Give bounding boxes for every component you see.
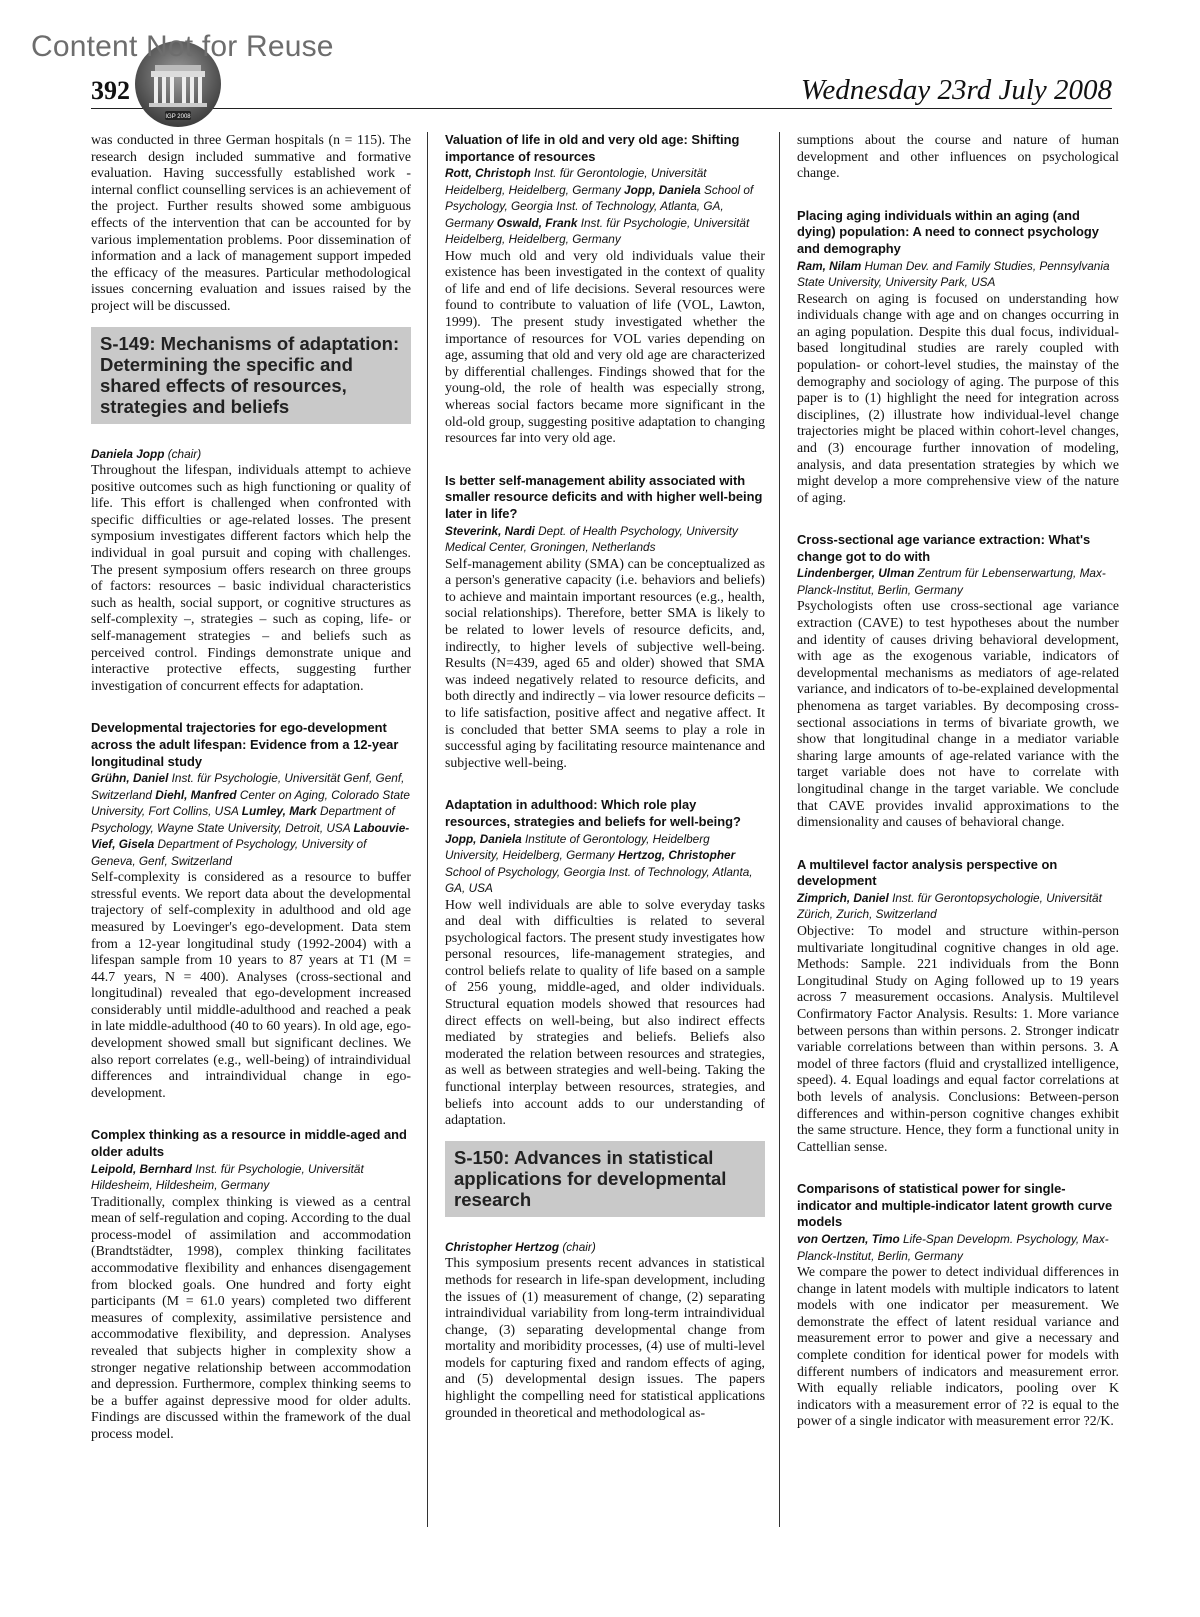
symposium-chair: Christopher Hertzog (chair) [445,1239,596,1254]
abstract-title: A multilevel factor analysis perspective on development [797,856,1058,889]
abstract-body: Self-complexity is considered as a resource to buffer stressful events. We report data about the developmental trajectory of self-complexity in adulthood and old age measured by Loevinger's ego-development. Data stem from a 12-year longitudinal study (1992-2004) with a lifespan sample from 10 years to 87 years at T1 (M = 44.7 years, N = 400). Analyses (cross-sectional and longitudinal) revealed that ego-development increased considerably until middle-adulthood and reached a peak in late middle-adulthood (40 to 60 years). In old age, ego-development showed small but significant declines. We also report correlates (e.g., well-being) of intraindividual differences and intraindividual change in ego-development. [91,869,411,1100]
abstract-title: Cross-sectional age variance extraction: What's change got to do with [797,532,1091,564]
abstract-title: Developmental trajectories for ego-development across the adult lifespan: Evidence from a 12-year longitudinal study [91,720,399,769]
author-list: Rott, Christoph Inst. für Gerontologie, Universität Heidelberg, Heidelberg, Germany Jopp, Daniela School of Psychology, Georgia Inst. of Technology, Atlanta, GA, Germany Oswald, Frank Inst. für Psychologie, Universität Heidelberg, Heidelberg, Germany [445,166,754,247]
symposium-abstract: This symposium presents recent advances in statistical methods for research in life-span development, including the issues of (1) measurement of change, (2) separating intraindividual variability from long-term intraindividual change, (3) separating developmental change from mortality and moribidity processes, (4) use of multi-level models for capturing fixed and random effects of aging, and (5) developmental design issues. The papers highlight the compelling need for statistical applications grounded in theoretical and methodological as- [445,1255,765,1420]
abstract-body: How much old and very old individuals value their existence has been investigated in the context of quality of life and end of life decisions. Several resources were found to contribute to valuation of life (VOL, Lawton, 1999). The present study investigated whether the importance of resources for VOL varies depending on age, assuming that old and very old age are characterized by differential challenges. Findings showed that for the young-old, the role of health was especially strong, whereas social factors became more significant in the old-old group, suggesting positive adaptation to changing resources far into very old age. [445,247,765,446]
symposium-header-s150 [445,1141,765,1217]
author-list: Lindenberger, Ulman Zentrum für Lebenserwartung, Max-Planck-Institut, Berlin, Germany [797,566,1106,597]
page-number: 392 [91,76,130,105]
author-list: von Oertzen, Timo Life-Span Developm. Psychology, Max-Planck-Institut, Berlin, Germany [797,1232,1109,1263]
watermark: Content Not for Reuse [31,30,334,63]
column-divider [779,132,780,1527]
symposium-title: S-150: Advances in statistical applications for developmental research [454,1146,727,1210]
header-date: Wednesday 23rd July 2008 [800,74,1112,106]
symposium-chair: Daniela Jopp (chair) [91,446,202,461]
abstract-title: Is better self-management ability associated with smaller resource deficits and with higher well-being later in life? [445,472,763,521]
abstract-continuation: sumptions about the course and nature of human development and other influences on psychological change. [797,132,1119,181]
symposium-title: S-149: Mechanisms of adaptation: Determining the specific and shared effects of resources, strategies and beliefs [100,332,400,417]
author-list: Leipold, Bernhard Inst. für Psychologie, Universität Hildesheim, Hildesheim, Germany [91,1161,364,1193]
column-right [797,132,1119,1512]
abstract-continuation: was conducted in three German hospitals (n = 115). The research design included summative and formative evaluation. Having successfully established work - internal conflict counselling services is an achievement of the project. Further results showed some ambiguous effects of the intervention that can be accounted for by various implementation problems. Poor dissemination of information and a lack of management support impeded the efficacy of the measures. Particular methodological issues concerning evaluation and issues raised by the project will be discussed. [91,132,411,313]
abstract-title: Valuation of life in old and very old age: Shifting importance of resources [445,132,740,164]
abstract-title: Complex thinking as a resource in middle-aged and older adults [91,1127,407,1160]
author-list: Ram, Nilam Human Dev. and Family Studies, Pennsylvania State University, University Park, USA [797,258,1110,290]
abstract-body: Psychologists often use cross-sectional age variance extraction (CAVE) to test hypotheses about the number and identity of causes driving behavioral development, with age as the exogenous variable, indicators of developmental mechanisms as mediators of age-related variance, and indicators of to-be-explained developmental phenomena as target variables. By decomposing cross-sectional associations in terms of bivariate growth, we show that longitudinal change in a mediator variable sharing large amounts of age-related variance with the target variable does not have to correlate with longitudinal change in the target variable. We conclude that CAVE provides invalid approximations to the dimensionality and causes of behavioral change. [797,598,1119,830]
column-middle [445,132,765,1512]
abstract-body: Research on aging is focused on understanding how individuals change with age and on changes occurring in an aging population. Despite this dual focus, individual-based longitudinal studies are rarely coupled with population- or cohort-level studies, the mainstay of the demography and sociology of aging. The purpose of this paper is to (1) highlight the need for integration across disciplines, (2) illustrate how individual-level change trajectories might be placed within cohort-level changes, and (3) encourage further innovation of modeling, analysis, and data presentation strategies by which we might develop a more comprehensive view of the nature of aging. [797,290,1119,505]
abstract-title: Comparisons of statistical power for single-indicator and multiple-indicator latent growth curve models [797,1181,1113,1230]
header-rule [91,108,1112,109]
logo-text: IGP 2008 [165,114,191,120]
abstract-body: We compare the power to detect individual differences in change in latent models with multiple indicators to latent models with one indicator per measurement. We demonstrate the effect of latent residual variance and measurement error to power and give a necessary and complete condition for identical power for models with different numbers of indicators and measurement error. With equally reliable indicators, pooling over K indicators with a measurement error of ?2 is equal to the power of a single indicator with measurement error ?2/K. [797,1264,1119,1429]
abstract-title: Adaptation in adulthood: Which role play resources, strategies and beliefs for well-being? [445,797,741,829]
author-list: Jopp, Daniela Institute of Gerontology, Heidelberg University, Heidelberg, Germany Hertzog, Christopher School of Psychology, Georgia Inst. of Technology, Atlanta, GA, USA [445,831,753,895]
abstract-title: Placing aging individuals within an aging (and dying) population: A need to connect psychology and demography [797,207,1099,256]
abstract-body: Objective: To model and structure within-person multivariate longitudinal cognitive changes in old age. Methods: Sample. 221 individuals from the Bonn Longitudinal Study on Aging followed up to 19 years across 7 measurement occasions. Analysis. Multilevel Confirmatory Factor Analysis. Results: 1. More variance between persons than within persons. 2. Stronger indicatr variable correlations between than within persons. 3. A model of three factors (fluid and crystallized intelligence, speed). 4. Equal loadings and equal factor correlations at both levels of analysis. Conclusions: Between-person differences and within-person cognitive changes exhibit the same structure. Hence, they form a functional unity in Cattellian sense. [797,922,1119,1154]
symposium-header-s149 [91,327,411,424]
abstract-body: How well individuals are able to solve everyday tasks and deal with difficulties is related to several psychological factors. The present study investigates how personal resources, life-management strategies, and control beliefs relate to quality of life based on a sample of 256 young, middle-aged, and older individuals. Structural equation models showed that resources had direct effects on well-being, but also indirect effects mediated by strategies and beliefs. Beliefs also moderated the relation between resources and strategies, as well as between strategies and well-being. Taking the functional interplay between resources, strategies, and beliefs into account adds to our understanding of adaptation. [445,896,765,1128]
author-list: Zimprich, Daniel Inst. für Gerontopsychologie, Universität Zürich, Zurich, Switzerland [797,890,1102,922]
author-list: Grühn, Daniel Inst. für Psychologie, Universität Genf, Genf, Switzerland Diehl, Manfred Center on Aging, Colorado State University, Fort Collins, USA Lumley, Mark Department of Psychology, Wayne State University, Detroit, USA Labouvie-Vief, Gisela Department of Psychology, University of Geneva, Genf, Switzerland [91,771,410,868]
column-divider [427,132,428,1527]
symposium-abstract: Throughout the lifespan, individuals attempt to achieve positive outcomes such as high functioning or quality of life. This effort is challenged when confronted with specific difficulties or age-related losses. The present symposium investigates different factors which help the individual in goal pursuit and coping with challenges. The present symposium offers research on three groups of factors: resources – basic individual characteristics such as health, social support, or cognitive structures as self-complexity –, strategies – such as coping, life- or self-management strategies – and beliefs such as perceived control. Findings demonstrate unique and interactive protective effects, suggesting further investigation of concurrent effects for adaptation. [91,462,411,693]
column-left [91,132,411,1512]
abstract-body: Traditionally, complex thinking is viewed as a central mean of self-regulation and coping. According to the dual process-model of assimilation and accommodation (Brandtstädter, 1998), complex thinking facilitates accommodative flexibility and enhances disengagement from blocked goals. One hundred and forty eight participants (M = 61.0 years) completed two different measures of complexity, assimilative persistence and accommodative flexibility, and depression. Analyses revealed that subjects higher in complexity show a stronger negative relationship between accommodation and depression. Furthermore, complex thinking seems to be a buffer against depressive mood for older adults. Findings are discussed within the framework of the dual process model. [91,1193,411,1441]
author-list: Steverink, Nardi Dept. of Health Psychology, University Medical Center, Groningen, Netherlands [445,523,738,555]
abstract-body: Self-management ability (SMA) can be conceptualized as a person's generative capacity (i.e. behaviors and beliefs) to achieve and maintain important resources (e.g., health, social relationships). Therefore, better SMA is likely to be related to lower levels of resource deficits, and, indirectly, to higher levels of subjective well-being. Results (N=439, aged 65 and older) showed that SMA was indeed negatively related to resource deficits, and both directly and indirectly – via lower resource deficits – to life satisfaction, positive affect and negative affect. It is concluded that better SMA seems to play a role in successful aging by facilitating resource maintenance and subjective well-being. [445,555,765,770]
